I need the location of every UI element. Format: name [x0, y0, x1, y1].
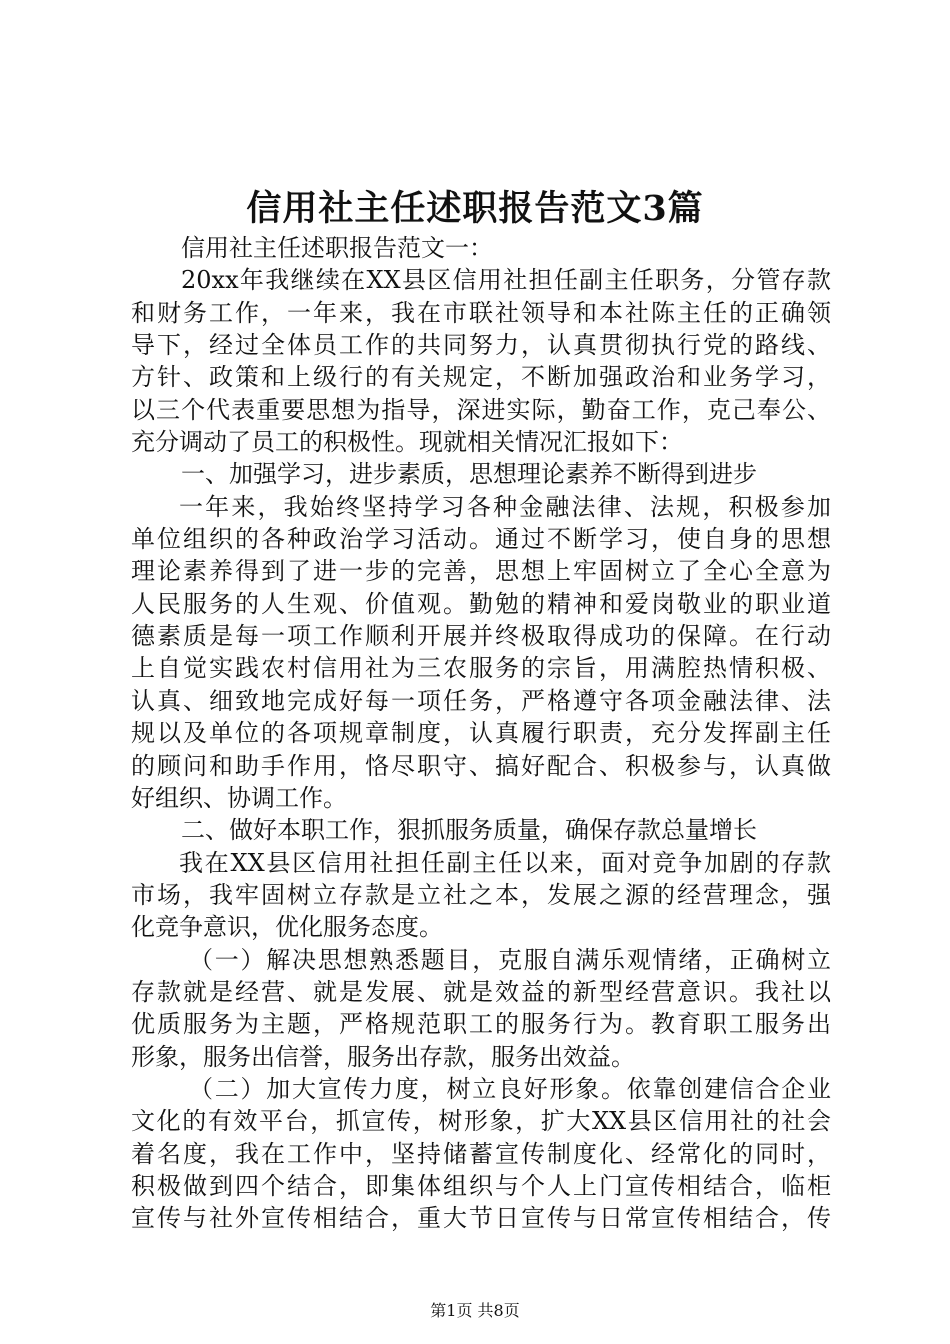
paragraph-line: 市场，我牢固树立存款是立社之本，发展之源的经营理念，强: [131, 880, 831, 909]
paragraph-line: 好组织、协调工作。: [131, 783, 347, 812]
document-body: [131, 232, 831, 1235]
paragraph-line: 形象，服务出信誉，服务出存款，服务出效益。: [131, 1042, 635, 1071]
paragraph-line: 人民服务的人生观、价值观。勤勉的精神和爱岗敬业的职业道: [131, 589, 831, 618]
section-heading: 一、加强学习，进步素质，思想理论素养不断得到进步: [181, 460, 757, 489]
paragraph-line: 规以及单位的各项规章制度，认真履行职责，充分发挥副主任: [131, 719, 831, 748]
paragraph-line: 导下，经过全体员工作的共同努力，认真贯彻执行党的路线、: [131, 331, 831, 360]
paragraph-line: 方针、政策和上级行的有关规定，不断加强政治和业务学习，: [131, 363, 831, 392]
paragraph-line: 我在XX县区信用社担任副主任以来，面对竞争加剧的存款: [179, 848, 831, 877]
paragraph-line: 以三个代表重要思想为指导，深进实际，勤奋工作，克己奉公、: [131, 395, 831, 424]
paragraph-line: 德素质是每一项工作顺利开展并终极取得成功的保障。在行动: [131, 622, 831, 651]
section-heading: 信用社主任述职报告范文一：: [181, 234, 493, 262]
paragraph-line: 充分调动了员工的积极性。现就相关情况汇报如下：: [131, 428, 683, 457]
paragraph-line: 积极做到四个结合，即集体组织与个人上门宣传相结合，临柜: [131, 1171, 831, 1200]
page-title: 信用社主任述职报告范文3篇: [246, 188, 704, 229]
paragraph-line: 存款就是经营、就是发展、就是效益的新型经营意识。我社以: [131, 977, 831, 1006]
paragraph-line: 宣传与社外宣传相结合，重大节日宣传与日常宣传相结合，传: [131, 1204, 831, 1233]
paragraph-line: （一）解决思想熟悉题目，克服自满乐观情绪，正确树立: [189, 945, 831, 974]
paragraph-line: 的顾问和助手作用，恪尽职守、搞好配合、积极参与，认真做: [131, 751, 831, 780]
section-heading: 二、做好本职工作，狠抓服务质量，确保存款总量增长: [181, 816, 757, 845]
paragraph-line: 文化的有效平台，抓宣传，树形象，扩大XX县区信用社的社会: [131, 1107, 831, 1136]
page-number: 第1页 共8页: [430, 1301, 520, 1320]
paragraph-line: 单位组织的各种政治学习活动。通过不断学习，使自身的思想: [131, 525, 831, 554]
paragraph-line: 优质服务为主题，严格规范职工的服务行为。教育职工服务出: [131, 1010, 831, 1039]
paragraph-line: 一年来，我始终坚持学习各种金融法律、法规，积极参加: [179, 492, 831, 521]
paragraph-line: 20xx年我继续在XX县区信用社担任副主任职务，分管存款: [181, 266, 831, 295]
paragraph-line: （二）加大宣传力度，树立良好形象。依靠创建信合企业: [189, 1074, 831, 1103]
paragraph-line: 化竞争意识，优化服务态度。: [131, 913, 443, 942]
paragraph-line: 着名度，我在工作中，坚持储蓄宣传制度化、经常化的同时，: [131, 1139, 831, 1168]
paragraph-line: 认真、细致地完成好每一项任务，严格遵守各项金融法律、法: [131, 686, 831, 715]
paragraph-line: 和财务工作，一年来，我在市联社领导和本社陈主任的正确领: [131, 298, 831, 327]
paragraph-line: 理论素养得到了进一步的完善，思想上牢固树立了全心全意为: [131, 557, 831, 586]
paragraph-line: 上自觉实践农村信用社为三农服务的宗旨，用满腔热情积极、: [131, 654, 831, 683]
